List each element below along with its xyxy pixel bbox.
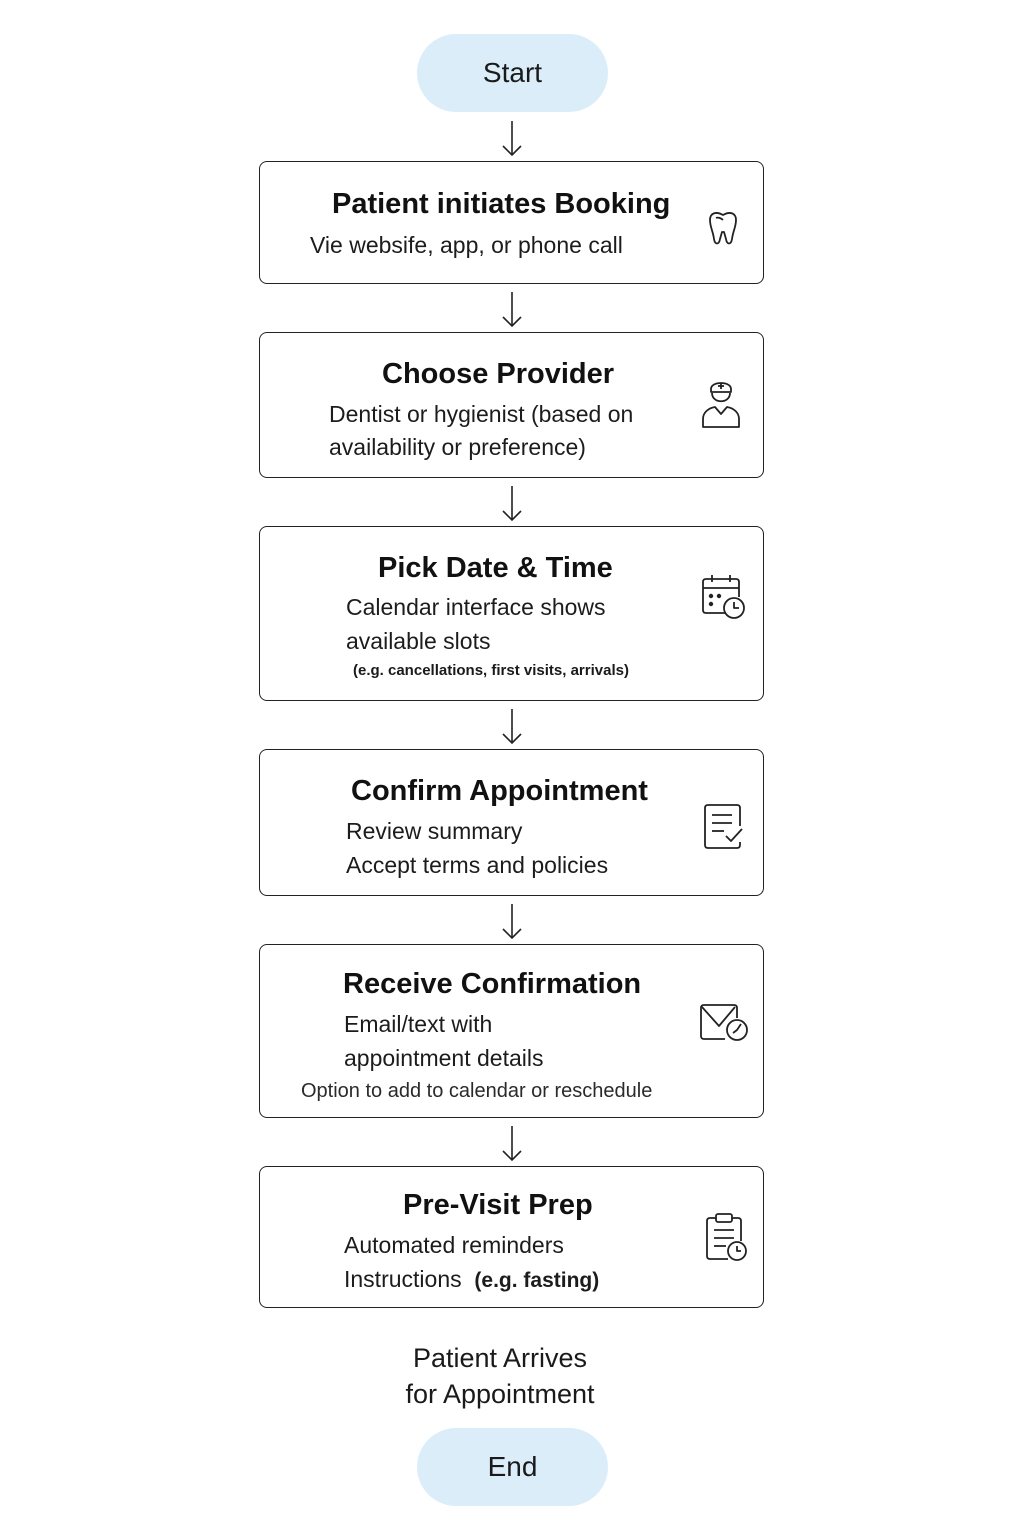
step-description-line-2: availability or preference) xyxy=(329,434,586,460)
tooth-icon xyxy=(700,207,746,253)
flow-arrow xyxy=(500,120,524,158)
step-title: Pick Date & Time xyxy=(378,552,613,584)
dentist-icon xyxy=(698,377,744,423)
step-description-line-1: Automated reminders xyxy=(344,1232,564,1258)
flow-arrow xyxy=(500,1125,524,1163)
step-description-line-2: available slots xyxy=(346,628,491,654)
start-node xyxy=(417,34,608,112)
step-title: Choose Provider xyxy=(382,358,615,390)
flow-arrow xyxy=(500,903,524,941)
final-text-line-1: Patient Arrives xyxy=(412,1343,588,1373)
step-confirm-appointment xyxy=(259,749,764,896)
start-label: Start xyxy=(482,57,543,88)
step-description-line-1: Dentist or hygienist (based on xyxy=(329,401,634,427)
step-choose-provider xyxy=(259,332,764,478)
step-title: Pre-Visit Prep xyxy=(403,1189,593,1221)
step-inline-note: (e.g. fasting) xyxy=(474,1269,600,1292)
step-title: Patient initiates Booking xyxy=(332,188,671,220)
step-description: Vie websife, app, or phone call xyxy=(310,232,623,258)
step-receive-confirmation xyxy=(259,944,764,1118)
flow-arrow xyxy=(500,485,524,523)
step-title: Receive Confirmation xyxy=(343,968,642,1000)
clipboard-clock-icon xyxy=(704,1211,750,1257)
end-node xyxy=(417,1428,608,1506)
step-description-line-2 xyxy=(344,1266,599,1293)
step-description-text: Instructions xyxy=(344,1266,462,1292)
end-label: End xyxy=(487,1451,538,1482)
step-description-line-2: appointment details xyxy=(344,1045,544,1071)
patient-arrives-text xyxy=(300,1340,700,1412)
step-pre-visit-prep xyxy=(259,1166,764,1308)
envelope-clock-icon xyxy=(699,1002,745,1048)
step-description-line-1: Review summary xyxy=(346,818,523,844)
step-pick-date-time xyxy=(259,526,764,701)
step-note: (e.g. cancellations, first visits, arrivals) xyxy=(353,662,629,679)
flow-arrow xyxy=(500,291,524,329)
step-note: Option to add to calendar or reschedule xyxy=(301,1080,653,1102)
step-title: Confirm Appointment xyxy=(351,775,648,807)
step-description-line-1: Email/text with xyxy=(344,1011,493,1037)
document-check-icon xyxy=(702,802,748,848)
step-description-line-1: Calendar interface shows xyxy=(346,594,606,620)
step-description-line-2: Accept terms and policies xyxy=(346,852,609,878)
final-text-line-2: for Appointment xyxy=(405,1379,595,1409)
calendar-clock-icon xyxy=(700,573,746,619)
flow-arrow xyxy=(500,708,524,746)
step-patient-initiates-booking xyxy=(259,161,764,284)
